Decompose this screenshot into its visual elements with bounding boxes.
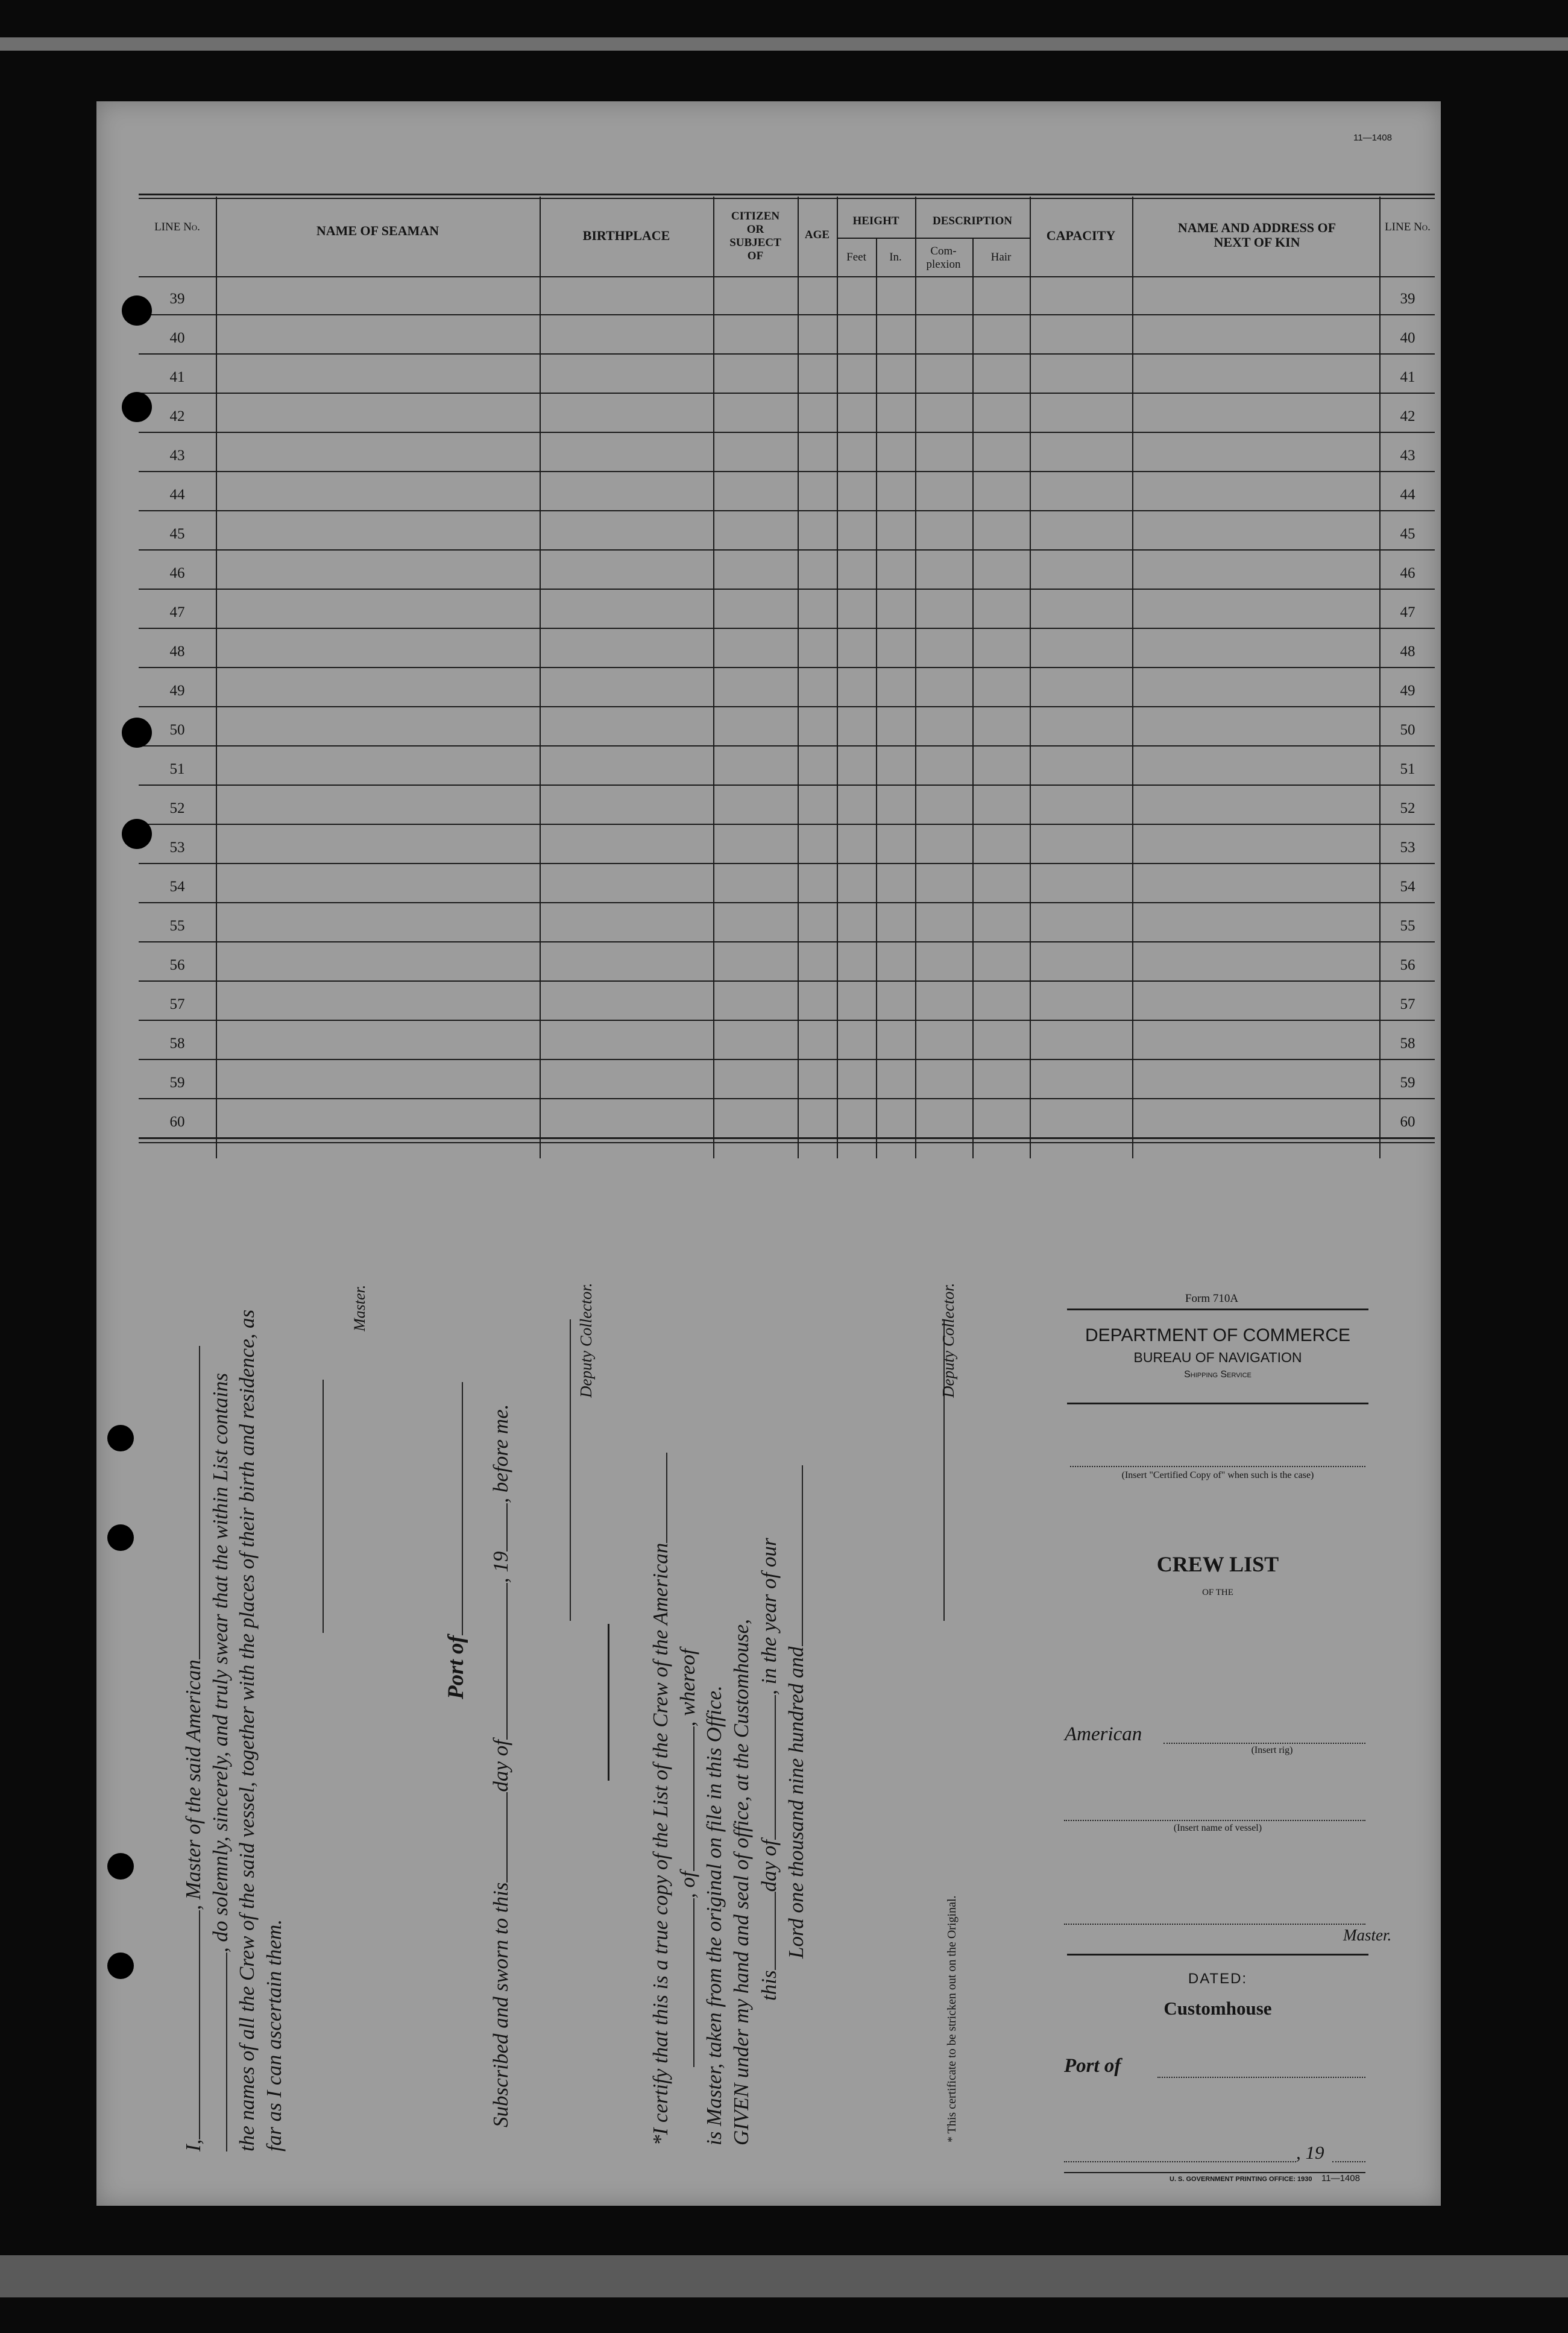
table-row xyxy=(139,982,1435,1021)
line-number-right: 60 xyxy=(1400,1114,1415,1130)
vessel-name-blank xyxy=(1064,1820,1365,1821)
punch-hole xyxy=(107,1853,134,1880)
punch-hole xyxy=(122,295,152,326)
table-row xyxy=(139,315,1435,355)
crew-list-form-page xyxy=(96,101,1441,2206)
punch-hole xyxy=(107,1524,134,1551)
line-number: 58 xyxy=(169,1035,185,1052)
header-citizen-or-subject-of: CITIZEN OR SUBJECT OF xyxy=(729,210,781,262)
punch-hole xyxy=(107,1425,134,1451)
table-top-rule-2 xyxy=(139,198,1435,199)
footnote xyxy=(945,1895,959,2142)
table-row xyxy=(139,786,1435,825)
table-top-rule xyxy=(139,194,1435,195)
cert-month-blank xyxy=(757,1695,776,1840)
description-subdivider xyxy=(915,238,1030,239)
cert-line-6 xyxy=(784,1465,808,1959)
cert-line-3 xyxy=(702,1685,726,2145)
cert-day-blank xyxy=(757,1892,776,1970)
year-19-text: , 19 xyxy=(489,1551,512,1583)
line-number: 46 xyxy=(169,565,185,581)
line-number-right: 48 xyxy=(1400,643,1415,660)
cover-bottom-rule xyxy=(1064,2172,1365,2173)
line-number: 56 xyxy=(169,957,185,973)
line-number: 42 xyxy=(169,408,185,425)
bureau-of-navigation: BUREAU OF NAVIGATION xyxy=(1133,1350,1302,1365)
table-row xyxy=(139,864,1435,903)
oath-line-3 xyxy=(235,1310,259,2151)
line-number-right: 54 xyxy=(1400,879,1415,895)
cert-day-of-text: day of xyxy=(757,1839,781,1892)
header-hair: Hair xyxy=(990,251,1012,264)
year-blank xyxy=(488,1503,508,1552)
master-label: Master. xyxy=(351,1284,368,1331)
line-number: 40 xyxy=(169,330,185,346)
table-row xyxy=(139,511,1435,551)
table-row xyxy=(139,472,1435,511)
line-number-right: 47 xyxy=(1400,604,1415,620)
insert-rig-note: (Insert rig) xyxy=(1251,1745,1293,1755)
punch-hole xyxy=(122,392,152,422)
rig-blank xyxy=(1163,1743,1365,1744)
cert-given-text: GIVEN under my hand and seal of office, at the Customhouse, xyxy=(729,1619,753,2145)
line-number-right: 46 xyxy=(1400,565,1415,581)
header-height: HEIGHT xyxy=(852,215,899,227)
oath-line-4 xyxy=(262,1919,286,2151)
header-name-of-seaman: NAME OF SEAMAN xyxy=(316,223,439,238)
line-number: 52 xyxy=(169,800,185,816)
american-label: American xyxy=(1065,1723,1142,1745)
cert-lord-text: Lord one thousand nine hundred and xyxy=(784,1646,808,1959)
divider-rule xyxy=(608,1624,609,1781)
table-row xyxy=(139,707,1435,747)
oath-crew-text: the names of all the Crew of the said vessel, together with the places of their birth and residence, as xyxy=(235,1309,259,2151)
oath-line-1 xyxy=(181,1346,206,2151)
cert-year-blank xyxy=(784,1465,803,1646)
header-capacity: CAPACITY xyxy=(1046,228,1116,243)
header-next-of-kin: NAME AND ADDRESS OF NEXT OF KIN xyxy=(1177,220,1337,250)
deputy-collector-2: Deputy Collector. xyxy=(939,1283,957,1398)
before-me-text: , before me. xyxy=(489,1404,512,1503)
line-number: 57 xyxy=(169,996,185,1012)
line-number: 43 xyxy=(169,447,185,464)
header-complexion: Com-plexion xyxy=(926,245,961,271)
line-number-right: 40 xyxy=(1400,330,1415,346)
header-inches: In. xyxy=(889,251,902,264)
deputy-collector-label-1 xyxy=(577,1283,596,1398)
table-row xyxy=(139,1099,1435,1138)
deputy-signature-blank-1 xyxy=(552,1319,571,1621)
line-number-right: 39 xyxy=(1400,291,1415,307)
form-code-bottom: 11—1408 xyxy=(1321,2173,1360,2183)
port-of-line xyxy=(443,1382,469,1699)
line-number: 41 xyxy=(169,369,185,385)
scan-edge-top xyxy=(0,37,1568,51)
header-age: AGE xyxy=(804,229,830,241)
punch-hole xyxy=(122,718,152,748)
line-number: 60 xyxy=(169,1114,185,1130)
oath-line-2 xyxy=(208,1373,233,2151)
table-row xyxy=(139,394,1435,433)
header-feet: Feet xyxy=(846,251,866,264)
line-number: 48 xyxy=(169,643,185,660)
oath-ascertain-text: far as I can ascertain them. xyxy=(262,1919,286,2151)
line-number: 53 xyxy=(169,839,185,856)
line-number-right: 57 xyxy=(1400,996,1415,1012)
month-blank xyxy=(488,1583,508,1740)
form-code-top: 11—1408 xyxy=(1353,133,1392,143)
line-number: 55 xyxy=(169,918,185,934)
line-number-right: 52 xyxy=(1400,800,1415,816)
cover-top-rule xyxy=(1067,1309,1368,1310)
table-row xyxy=(139,942,1435,982)
subscribed-text: Subscribed and sworn to this xyxy=(489,1882,512,2127)
of-the: OF THE xyxy=(1202,1588,1233,1597)
header-description: DESCRIPTION xyxy=(933,215,1012,227)
table-bottom-rule xyxy=(139,1142,1435,1143)
line-number-right: 58 xyxy=(1400,1035,1415,1052)
printer-imprint: U. S. GOVERNMENT PRINTING OFFICE: 1930 xyxy=(1170,2176,1312,2183)
footnote-text: * This certificate to be stricken out on the Original. xyxy=(945,1895,959,2142)
line-number-right: 51 xyxy=(1400,761,1415,777)
day-blank xyxy=(488,1792,508,1883)
line-number-right: 50 xyxy=(1400,722,1415,738)
cover-master-label: Master. xyxy=(1343,1926,1392,1944)
master-signature-label xyxy=(351,1285,369,1331)
line-number: 59 xyxy=(169,1075,185,1091)
certified-copy-blank xyxy=(1070,1466,1365,1467)
port-blank-cover xyxy=(1157,2077,1365,2078)
insert-vessel-note: (Insert name of vessel) xyxy=(1173,1823,1262,1833)
line-number-right: 53 xyxy=(1400,839,1415,856)
line-number: 51 xyxy=(169,761,185,777)
cert-line-2 xyxy=(675,1649,700,2067)
cover-year-blank xyxy=(1332,2161,1365,2162)
line-number-right: 42 xyxy=(1400,408,1415,425)
cert-master-text: is Master, taken from the original on file in this Office. xyxy=(702,1685,726,2145)
table-row xyxy=(139,668,1435,707)
form-number: Form 710A xyxy=(1185,1292,1239,1305)
line-number-right: 43 xyxy=(1400,447,1415,464)
cover-year-19: , 19 xyxy=(1296,2142,1324,2163)
header-line-no-right: LINE No. xyxy=(1385,221,1431,233)
insert-certified-copy-note: (Insert "Certified Copy of" when such is the case) xyxy=(1121,1470,1314,1480)
table-row xyxy=(139,433,1435,472)
port-of-cover xyxy=(1064,2055,1121,2077)
line-number-right: 55 xyxy=(1400,918,1415,934)
customhouse-label: Customhouse xyxy=(1163,1998,1272,2019)
line-number-right: 56 xyxy=(1400,957,1415,973)
master-signature-blank xyxy=(304,1380,324,1633)
oath-master-of-american: , Master of the said American xyxy=(181,1659,205,1910)
line-number-right: 59 xyxy=(1400,1075,1415,1091)
cover-rule-3 xyxy=(1067,1954,1368,1956)
line-number: 49 xyxy=(169,683,185,699)
height-subdivider xyxy=(837,238,915,239)
punch-hole xyxy=(122,819,152,849)
cert-whereof-text: , whereof xyxy=(676,1649,699,1727)
cover-port-of-label: Port of xyxy=(1064,2055,1121,2077)
line-number-right: 49 xyxy=(1400,683,1415,699)
table-row xyxy=(139,355,1435,394)
header-birthplace: BIRTHPLACE xyxy=(582,228,670,243)
cert-line-1 xyxy=(648,1453,673,2145)
subscribed-line xyxy=(488,1404,513,2127)
crew-list-title: CREW LIST xyxy=(1156,1552,1279,1576)
table-row xyxy=(139,590,1435,629)
oath-blank xyxy=(208,1953,227,2151)
cert-this-text: this xyxy=(757,1970,781,2001)
cert-whereof-blank xyxy=(675,1726,694,1871)
row-rule xyxy=(139,1137,1435,1139)
deputy-collector-1: Deputy Collector. xyxy=(577,1283,595,1398)
table-row xyxy=(139,1060,1435,1099)
table-row xyxy=(139,825,1435,864)
line-number: 54 xyxy=(169,879,185,895)
master-signature-line xyxy=(304,1380,327,1633)
line-number-right: 45 xyxy=(1400,526,1415,542)
department-of-commerce: DEPARTMENT OF COMMERCE xyxy=(1085,1325,1351,1345)
table-row xyxy=(139,629,1435,668)
table-row xyxy=(139,903,1435,942)
date-blank-cover xyxy=(1064,2161,1296,2162)
dated-label: DATED: xyxy=(1188,1971,1248,1987)
punch-hole xyxy=(107,1953,134,1979)
cert-year-text: , in the year of our xyxy=(757,1538,781,1695)
shipping-service: Shipping Service xyxy=(1184,1369,1252,1380)
cert-line-4 xyxy=(729,1619,754,2145)
table-row xyxy=(139,276,1435,315)
line-number: 50 xyxy=(169,722,185,738)
deputy-signature-line-1 xyxy=(552,1319,574,1621)
scan-edge-bottom xyxy=(0,2255,1568,2297)
cert-of-text: , of xyxy=(676,1871,699,1898)
table-row xyxy=(139,747,1435,786)
line-number-right: 44 xyxy=(1400,487,1415,503)
table-row xyxy=(139,1021,1435,1060)
oath-swear-text: , do solemnly, sincerely, and truly swear that the within List contains xyxy=(209,1372,232,1953)
line-number: 44 xyxy=(169,487,185,503)
cover-rule-2 xyxy=(1067,1403,1368,1404)
cert-true-copy-text: *I certify that this is a true copy of the List of the Crew of the American xyxy=(649,1542,672,2145)
header-line-no: LINE No. xyxy=(154,221,200,233)
vessel-blank xyxy=(181,1346,200,1659)
master-name-blank-cover xyxy=(1064,1924,1365,1925)
port-blank xyxy=(444,1382,463,1635)
line-number: 47 xyxy=(169,604,185,620)
line-number-right: 41 xyxy=(1400,369,1415,385)
oath-i: I, xyxy=(181,2139,205,2151)
line-number: 39 xyxy=(169,291,185,307)
table-row xyxy=(139,551,1435,590)
line-number: 45 xyxy=(169,526,185,542)
day-of-text: day of xyxy=(489,1740,512,1792)
cert-line-5 xyxy=(757,1538,781,2001)
master-name-blank xyxy=(181,1910,200,2139)
cert-of-blank xyxy=(675,1898,694,2067)
cert-vessel-blank xyxy=(648,1453,667,1543)
port-of-label: Port of xyxy=(444,1635,468,1699)
deputy-collector-label-2 xyxy=(939,1283,958,1398)
